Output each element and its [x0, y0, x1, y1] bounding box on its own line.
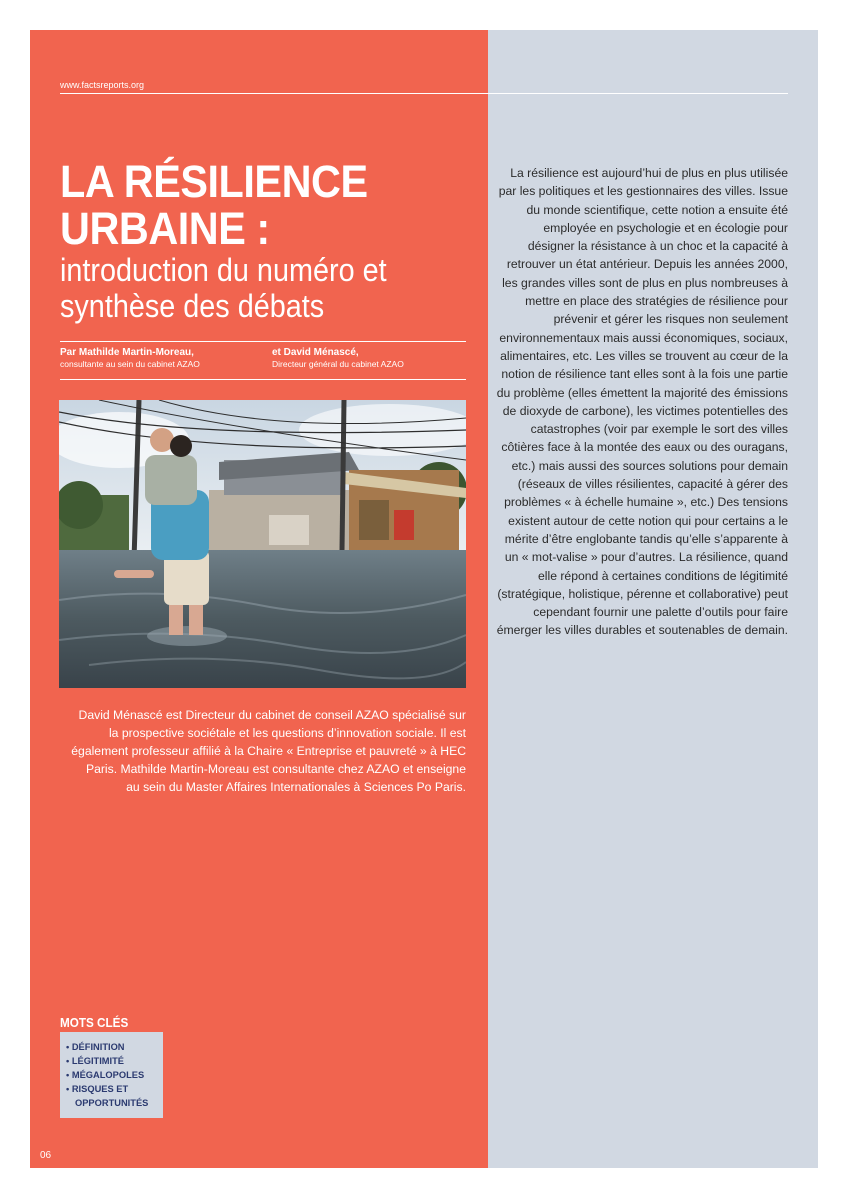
keyword-item: • MÉGALOPOLES [66, 1068, 163, 1082]
author-2 [272, 347, 404, 370]
keywords-box [60, 1032, 163, 1118]
author-2-role: Directeur général du cabinet AZAO [272, 359, 404, 369]
keyword-item: • RISQUES ET OPPORTUNITÉS [66, 1082, 163, 1110]
site-url[interactable]: www.factsreports.org [60, 80, 145, 90]
header-rule [60, 93, 788, 94]
page-number: 06 [40, 1150, 52, 1161]
flooded-street-photo [59, 400, 466, 688]
author-1 [60, 347, 200, 370]
author-bio: David Ménascé est Directeur du cabinet de conseil AZAO spécialisé sur la prospective sociétale et les questions d’innovation sociale. Il est également professeur affilié à la Chaire « Entreprise et pauvreté » à HEC Paris. Mathilde Martin-Moreau est consultante chez AZAO et enseigne au sein du Master Affaires Internationales à Sciences Po Paris. [71, 708, 466, 794]
author-1-name: Par Mathilde Martin-Moreau, [60, 347, 194, 358]
author-rule-top [60, 341, 466, 342]
keywords-list [66, 1040, 163, 1110]
article-subtitle: introduction du numéro et synthèse des débats [60, 252, 387, 324]
author-rule-bottom [60, 379, 466, 380]
author-2-name: et David Ménascé, [272, 347, 359, 358]
keyword-item: • DÉFINITION [66, 1040, 163, 1054]
flooded-street-illustration [59, 400, 466, 688]
keywords-title: MOTS CLÉS [60, 1015, 129, 1030]
article-intro: La résilience est aujourd’hui de plus en plus utilisée par les politiques et les gestionnaires des villes. Issue du monde scientifique, cette notion a ensuite été employée en psychologie et en écologie pour désigner la résistance à un choc et la capacité à retrouver un état antérieur. Depuis les années 2000, les grandes villes sont de plus en plus nombreuses à mettre en place des stratégies de résilience pour prévenir et gérer les risques non seulement environnementaux mais aussi économiques, sociaux, alimentaires, etc. Les villes se trouvent au cœur de la notion de résilience tant elles sont à la fois une partie du problème (elles émettent la majorité des émissions de dioxyde de carbone), les victimes potentielles des catastrophes (voir par exemple le sort des villes côtières face à la montée des eaux ou des ouragans, etc.) mais aussi des sources solutions pour demain (réseaux de villes résilientes, capacité à gérer des problèmes « à échelle humaine », etc.) Des tensions existent autour de cette notion qui pour certains a le mérite d’être englobante tandis qu’elle s’apparente à un « mot-valise » pour d’autres. La résilience, quand elle répond à certaines conditions de légitimité (stratégique, holistique, pérenne et collaborative) peut cependant fournir une palette d’outils pour faire émerger les villes durables et soutenables de demain. [496, 166, 788, 638]
article-title: LA RÉSILIENCE URBAINE : [60, 156, 368, 254]
keyword-item: • LÉGITIMITÉ [66, 1054, 163, 1068]
author-1-role: consultante au sein du cabinet AZAO [60, 359, 200, 369]
